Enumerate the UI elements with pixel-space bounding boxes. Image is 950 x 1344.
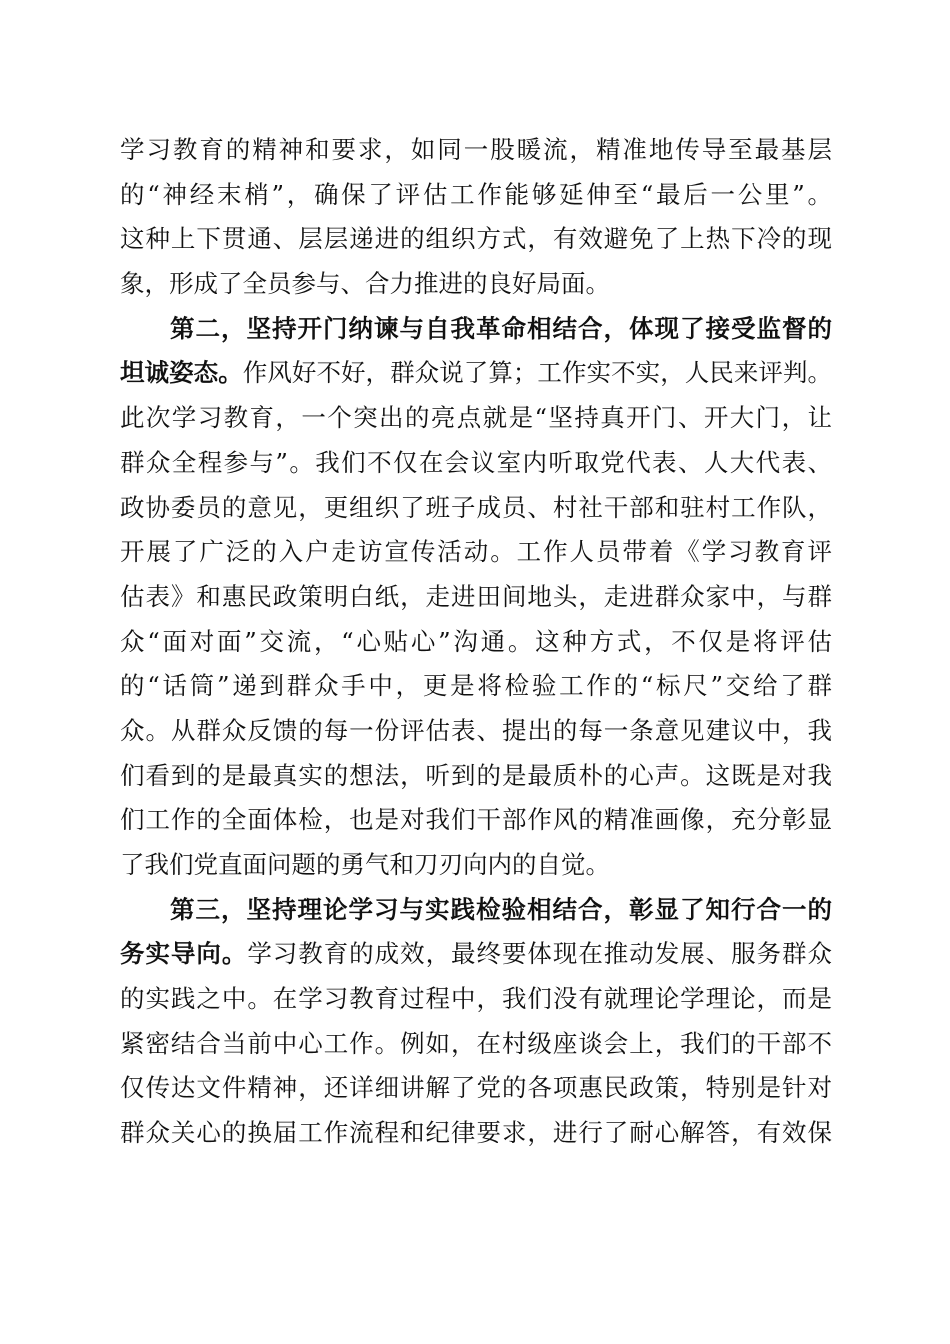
body-text: 作风好不好，群众说了算；工作实不实，人民来评判。 xyxy=(242,358,833,388)
text-line xyxy=(120,351,832,396)
text-line: 仅传达文件精神，还详细讲解了党的各项惠民政策，特别是针对 xyxy=(120,1073,832,1103)
text-line: 众“面对面”交流，“心贴心”沟通。这种方式，不仅是将评估 xyxy=(120,626,832,656)
text-line: 这种上下贯通、层层递进的组织方式，有效避免了上热下冷的现 xyxy=(120,224,832,254)
text-line: 象，形成了全员参与、合力推进的良好局面。 xyxy=(120,269,610,299)
text-line: 的“话筒”递到群众手中，更是将检验工作的“标尺”交给了群 xyxy=(120,671,832,701)
section-heading-tail: 务实导向。 xyxy=(120,939,248,969)
section-heading-line: 第三，坚持理论学习与实践检验相结合，彰显了知行合一的 xyxy=(170,894,832,924)
text-line: 们看到的是最真实的想法，听到的是最质朴的心声。这既是对我 xyxy=(120,760,832,790)
paragraph-continuation xyxy=(120,128,832,307)
text-line: 的实践之中。在学习教育过程中，我们没有就理论学理论，而是 xyxy=(120,984,832,1014)
text-line: 此次学习教育，一个突出的亮点就是“坚持真开门、开大门，让 xyxy=(120,403,832,433)
paragraph-third-point xyxy=(120,888,832,1156)
text-line: 估表》和惠民政策明白纸，走进田间地头，走进群众家中，与群 xyxy=(120,581,832,611)
text-line: 群众关心的换届工作流程和纪律要求，进行了耐心解答，有效保 xyxy=(120,1118,832,1148)
body-text: 学习教育的成效，最终要体现在推动发展、服务群众 xyxy=(247,939,833,969)
section-heading-tail: 坦诚姿态。 xyxy=(120,358,243,388)
text-line: 们工作的全面体检，也是对我们干部作风的精准画像，充分彰显 xyxy=(120,805,832,835)
text-line: 开展了广泛的入户走访宣传活动。工作人员带着《学习教育评 xyxy=(120,537,832,567)
text-line: 群众全程参与”。我们不仅在会议室内听取党代表、人大代表、 xyxy=(120,447,832,477)
text-line: 学习教育的精神和要求，如同一股暖流，精准地传导至最基层 xyxy=(120,135,832,164)
paragraph-second-point xyxy=(120,307,832,888)
text-line: 众。从群众反馈的每一份评估表、提出的每一条意见建议中，我 xyxy=(120,715,832,745)
text-line: 政协委员的意见，更组织了班子成员、村社干部和驻村工作队， xyxy=(120,492,832,522)
text-line xyxy=(120,932,832,977)
text-line: 了我们党直面问题的勇气和刀刃向内的自觉。 xyxy=(120,850,610,879)
section-heading-line: 第二，坚持开门纳谏与自我革命相结合，体现了接受监督的 xyxy=(170,313,832,343)
text-line: 的“神经末梢”，确保了评估工作能够延伸至“最后一公里”。 xyxy=(120,179,832,209)
document-page xyxy=(120,128,832,1156)
text-line: 紧密结合当前中心工作。例如，在村级座谈会上，我们的干部不 xyxy=(120,1028,832,1058)
